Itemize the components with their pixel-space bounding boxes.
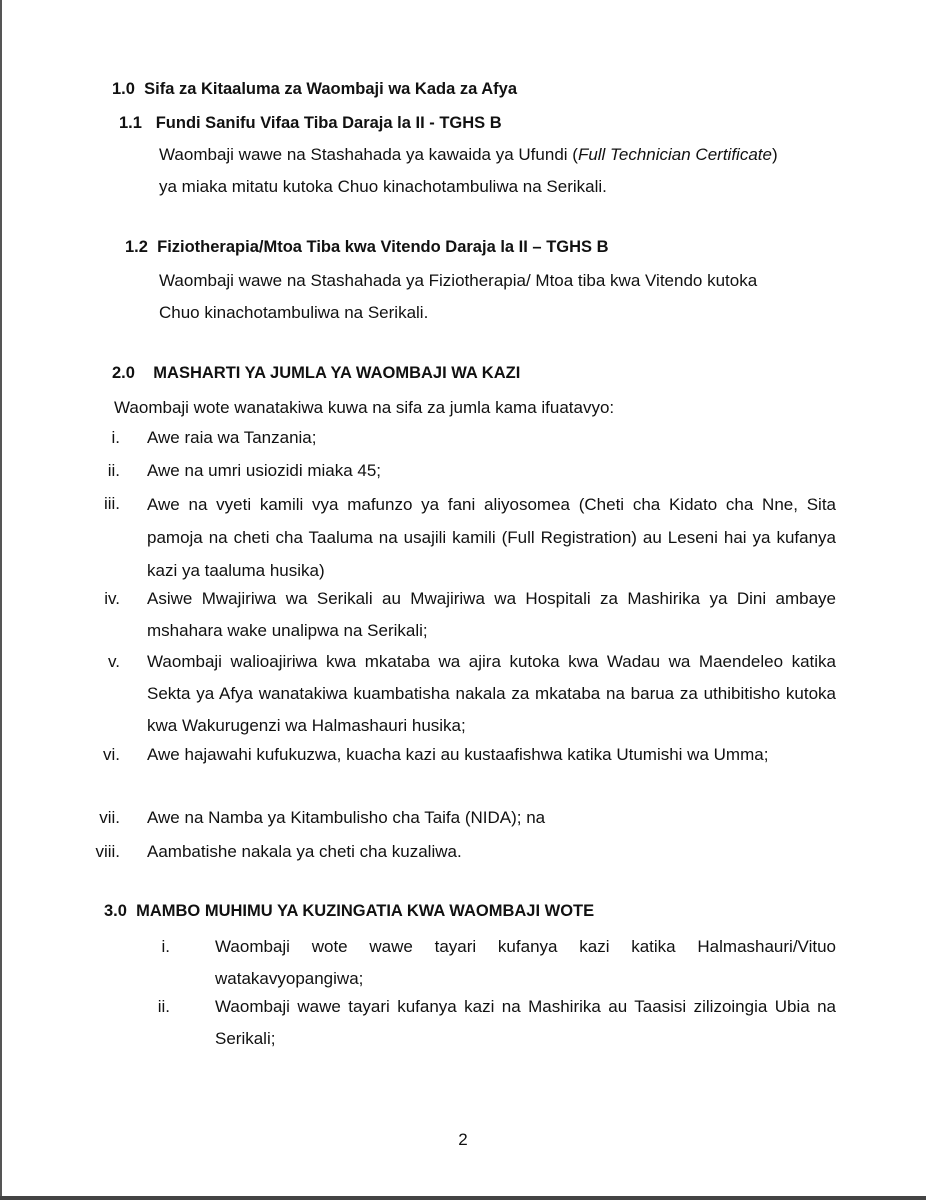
section-2-number: 2.0 — [112, 364, 135, 382]
section-2-title: MASHARTI YA JUMLA YA WAOMBAJI WA KAZI — [153, 364, 521, 382]
list-item-number: i. — [111, 428, 120, 447]
list-item-number: ii. — [107, 461, 120, 480]
list-item-number: ii. — [157, 997, 170, 1016]
list-item: Awe raia wa Tanzania; — [147, 428, 317, 447]
list-item: Awe na umri usiozidi miaka 45; — [147, 461, 382, 480]
section-1-number: 1.0 — [112, 80, 135, 98]
list-item-number: vii. — [99, 808, 120, 827]
subsection-1-1-text-line2: ya miaka mitatu kutoka Chuo kinachotambuliwa na Serikali. — [159, 177, 607, 196]
list-item: Awe hajawahi kufukuzwa, kuacha kazi au kustaafishwa katika Utumishi wa Umma; — [147, 745, 769, 764]
subsection-1-2-title: Fiziotherapia/Mtoa Tiba kwa Vitendo Daraja la II – TGHS B — [157, 238, 609, 256]
section-1-heading — [112, 80, 517, 99]
list-item-number: v. — [108, 652, 120, 671]
list-item-number: i. — [161, 937, 170, 956]
list-item: Asiwe Mwajiriwa wa Serikali au Mwajiriwa wa Hospitali za Mashirika ya Dini ambaye mshahara wake unalipwa na Serikali; — [147, 589, 836, 640]
list-item: Waombaji walioajiriwa kwa mkataba wa ajira kutoka kwa Wadau wa Maendeleo katika Sekta ya Afya wanatakiwa kuambatisha nakala za mkataba na barua za uthibitisho kutoka kwa Wakurugenzi wa Halmashauri husika; — [147, 652, 836, 735]
section-1-title: Sifa za Kitaaluma za Waombaji wa Kada za Afya — [144, 80, 518, 98]
list-item: Waombaji wote wawe tayari kufanya kazi katika Halmashauri/Vituo watakavyopangiwa; — [215, 937, 836, 988]
list-item: Aambatishe nakala ya cheti cha kuzaliwa. — [147, 842, 462, 861]
section-3-heading — [104, 902, 594, 921]
list-item-number: vi. — [103, 745, 120, 764]
subsection-1-1-number: 1.1 — [119, 114, 142, 132]
list-item-number: iv. — [104, 589, 120, 608]
italic-term: Full Technician Certificate — [577, 145, 772, 164]
section-3-number: 3.0 — [104, 902, 127, 920]
subsection-1-2-heading — [125, 238, 609, 257]
subsection-1-2-number: 1.2 — [125, 238, 148, 256]
subsection-1-2-text-line1: Waombaji wawe na Stashahada ya Fiziotherapia/ Mtoa tiba kwa Vitendo kutoka — [159, 271, 758, 290]
section-3-title: MAMBO MUHIMU YA KUZINGATIA KWA WAOMBAJI WOTE — [136, 902, 595, 920]
list-item: Awe na vyeti kamili vya mafunzo ya fani aliyosomea (Cheti cha Kidato cha Nne, Sita pamoja na cheti cha Taaluma na usajili kamili (Full Registration) au Leseni hai ya kufanya kazi ya taaluma husika) — [147, 495, 836, 580]
page-left-border — [0, 0, 2, 1200]
section-2-heading — [112, 364, 520, 383]
section-2-intro: Waombaji wote wanatakiwa kuwa na sifa za jumla kama ifuatavyo: — [114, 398, 615, 417]
list-item: Awe na Namba ya Kitambulisho cha Taifa (NIDA); na — [147, 808, 546, 827]
list-item-number: viii. — [95, 842, 120, 861]
list-item-number: iii. — [103, 494, 120, 513]
list-item: Waombaji wawe tayari kufanya kazi na Mashirika au Taasisi zilizoingia Ubia na Serikali; — [215, 997, 836, 1048]
subsection-1-1-text-line1: Waombaji wawe na Stashahada ya kawaida ya Ufundi (Full Technician Certificate) — [159, 145, 778, 164]
subsection-1-1-title: Fundi Sanifu Vifaa Tiba Daraja la II - TGHS B — [155, 114, 502, 132]
page-bottom-border — [0, 1196, 926, 1200]
page-number: 2 — [458, 1130, 468, 1149]
subsection-1-1-heading — [119, 114, 502, 133]
subsection-1-2-text-line2: Chuo kinachotambuliwa na Serikali. — [159, 303, 429, 322]
